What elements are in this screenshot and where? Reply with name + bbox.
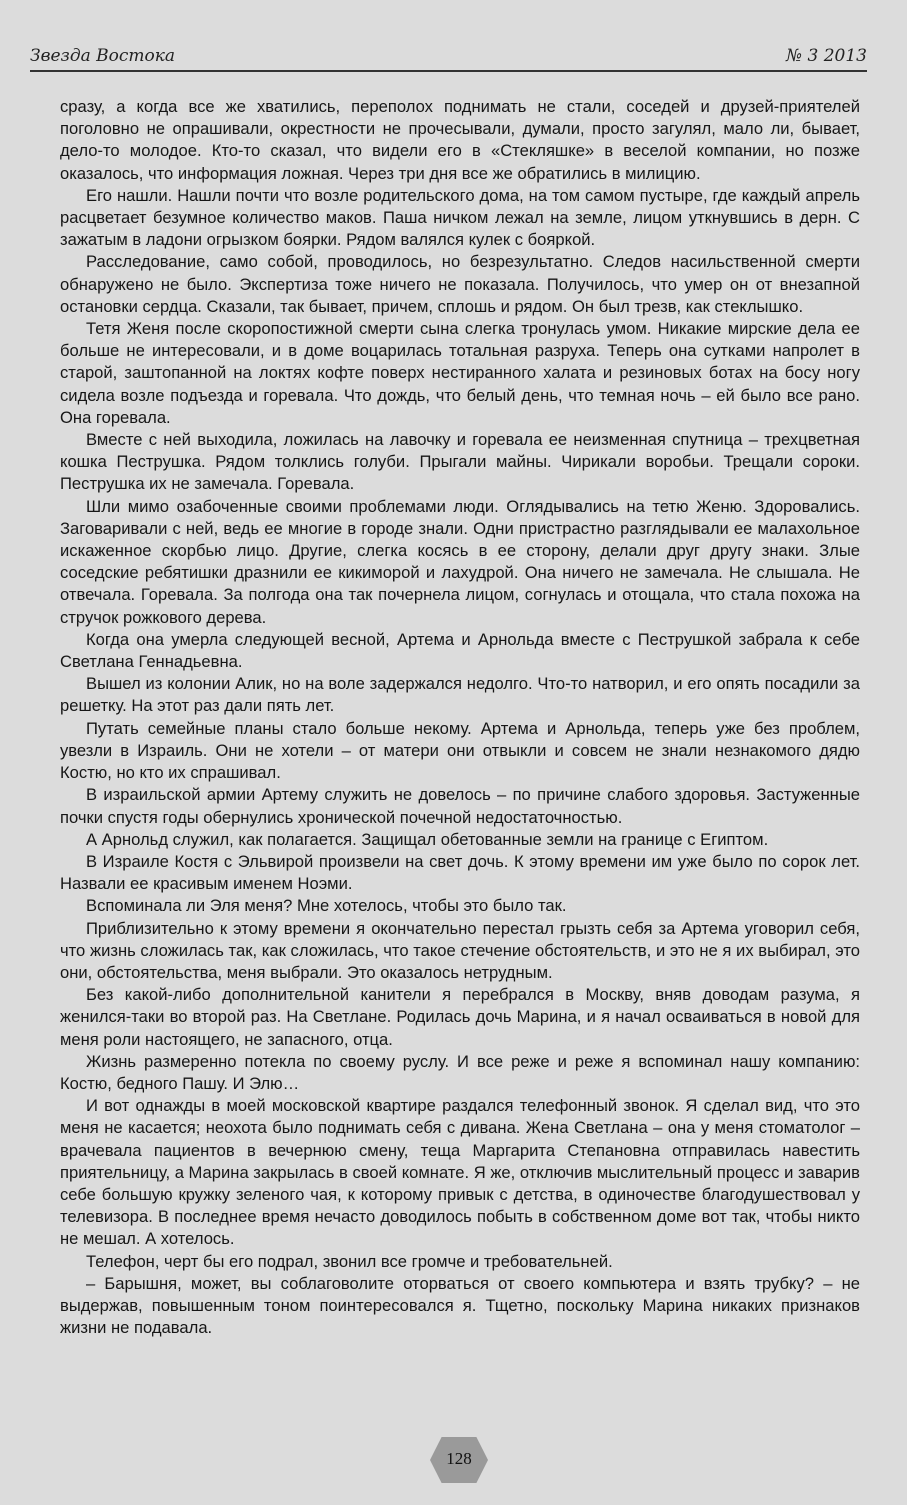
paragraph: В израильской армии Артему служить не довелось – по причине слабого здоровья. Застуженные почки спустя годы обернулись хронической почечной недостаточностью. [60, 785, 860, 827]
paragraph: Его нашли. Нашли почти что возле родительского дома, на том самом пустыре, где каждый апрель расцветает безумное количество маков. Паша ничком лежал на земле, лицом уткнувшись в дерн. С зажатым в ладони огрызком боярки. Рядом валялся кулек с бояркой. [60, 185, 860, 250]
paragraph: Путать семейные планы стало больше некому. Артема и Арнольда, теперь уже без проблем, увезли в Израиль. Они не хотели – от матери они отвыкли и совсем не знали незнакомого дядю Костю, но кто их спрашивал. [60, 718, 860, 783]
running-header [30, 42, 867, 70]
header-rule [30, 70, 867, 72]
paragraph: Когда она умерла следующей весной, Артема и Арнольда вместе с Пеструшкой забрала к себе Светлана Геннадьевна. [60, 629, 860, 672]
page-number: 128 [446, 1449, 472, 1468]
paragraph: – Барышня, может, вы соблаговолите оторваться от своего компьютера и взять трубку? – не выдержав, повышенным тоном поинтересовался я. Тщетно, поскольку Марина никаких признаков жизни не подавала. [60, 1273, 860, 1338]
journal-title: Звезда Востока [30, 46, 176, 66]
paragraph: сразу, а когда все же хватились, переполох поднимать не стали, соседей и друзей-приятелей поголовно не опрашивали, окрестности не прочесывали, думали, просто загулял, мало ли, бывает, дело-то молодое. Кто-то сказал, что видели его в «Стекляшке» в веселой компании, но позже оказалось, что информация ложная. Через три дня все же обратились в милицию. [60, 97, 860, 183]
paragraph: Тетя Женя после скоропостижной смерти сына слегка тронулась умом. Никакие мирские дела ее больше не интересовали, и в доме воцарилась тотальная разруха. Теперь она сутками напролет в старой, заштопанной на локтях кофте поверх нестиранного халата и резиновых ботах на босу ногу сидела возле подъезда и горевала. Что дождь, что белый день, что темная ночь – ей было все рано. Она горевала. [60, 319, 860, 427]
paragraph: Вспоминала ли Эля меня? Мне хотелось, чтобы это было так. [86, 896, 567, 916]
paragraph: Телефон, черт бы его подрал, звонил все громче и требовательней. [86, 1251, 613, 1271]
paragraph: Шли мимо озабоченные своими проблемами люди. Оглядывались на тетю Женю. Здоровались. Заговаривали с ней, ведь ее многие в городе знали. Одни пристрастно разглядывали ее малахольное искаженное скорбью лицо. Другие, слегка косясь в ее сторону, делали друг другу знаки. Злые соседские ребятишки дразнили ее кикиморой и лахудрой. Она ничего не замечала. Не слышала. Не отвечала. Горевала. За полгода она так почернела лицом, согнулась и отощала, что стала похожа на стручок рожкового дерева. [60, 496, 860, 627]
paragraph: В Израиле Костя с Эльвирой произвели на свет дочь. К этому времени им уже было по сорок лет. Назвали ее красивым именем Ноэми. [60, 851, 860, 894]
paragraph: Без какой-либо дополнительной канители я перебрался в Москву, вняв доводам разума, я женился-таки во второй раз. На Светлане. Родилась дочь Марина, и я начал осваиваться в новой для меня роли настоящего, не запасного, отца. [60, 985, 860, 1049]
page-number-badge [430, 1437, 488, 1483]
issue-number: № 3 2013 [786, 46, 867, 66]
paragraph: Расследование, само собой, проводилось, но безрезультатно. Следов насильственной смерти обнаружено не было. Экспертиза тоже ничего не показала. Получилось, что умер он от внезапной остановки сердца. Сказали, так бывает, причем, сплошь и рядом. Он был трезв, как стеклышко. [60, 252, 860, 316]
paragraph: Жизнь размеренно потекла по своему руслу. И все реже и реже я вспоминал нашу компанию: Костю, бедного Пашу. И Элю… [60, 1051, 860, 1093]
paragraph: Вместе с ней выходила, ложилась на лавочку и горевала ее неизменная спутница – трехцветная кошка Пеструшка. Рядом толклись голуби. Прыгали майны. Чирикали воробьи. Трещали сороки. Пеструшка их не замечала. Горевала. [60, 430, 860, 494]
paragraph: И вот однажды в моей московской квартире раздался телефонный звонок. Я сделал вид, что это меня не касается; неохота было поднимать себя с дивана. Жена Светлана – она у меня стоматолог – врачевала пациентов в вечернюю смену, теща Маргарита Степановна отправилась навестить приятельницу, а Марина закрылась в своей комнате. Я же, отключив мыслительный процесс и заварив себе большую кружку зеленого чая, к которому привык с детства, в одиночестве благодушествовал у телевизора. В последнее время нечасто доводилось побыть в собственном доме вот так, чтобы никто не мешал. А хотелось. [60, 1096, 860, 1249]
paragraph: Вышел из колонии Алик, но на воле задержался недолго. Что-то натворил, и его опять посадили за решетку. На этот раз дали пять лет. [60, 674, 860, 716]
paragraph: Приблизительно к этому времени я окончательно перестал грызть себя за Артема уговорил себя, что жизнь сложилась так, как сложилась, что такое стечение обстоятельств, и это не я их выбирал, это они, обстоятельства, меня выбрали. Это оказалось нетрудным. [60, 918, 860, 982]
paragraph: А Арнольд служил, как полагается. Защищал обетованные земли на границе с Египтом. [86, 829, 769, 849]
article-body [60, 96, 860, 1339]
